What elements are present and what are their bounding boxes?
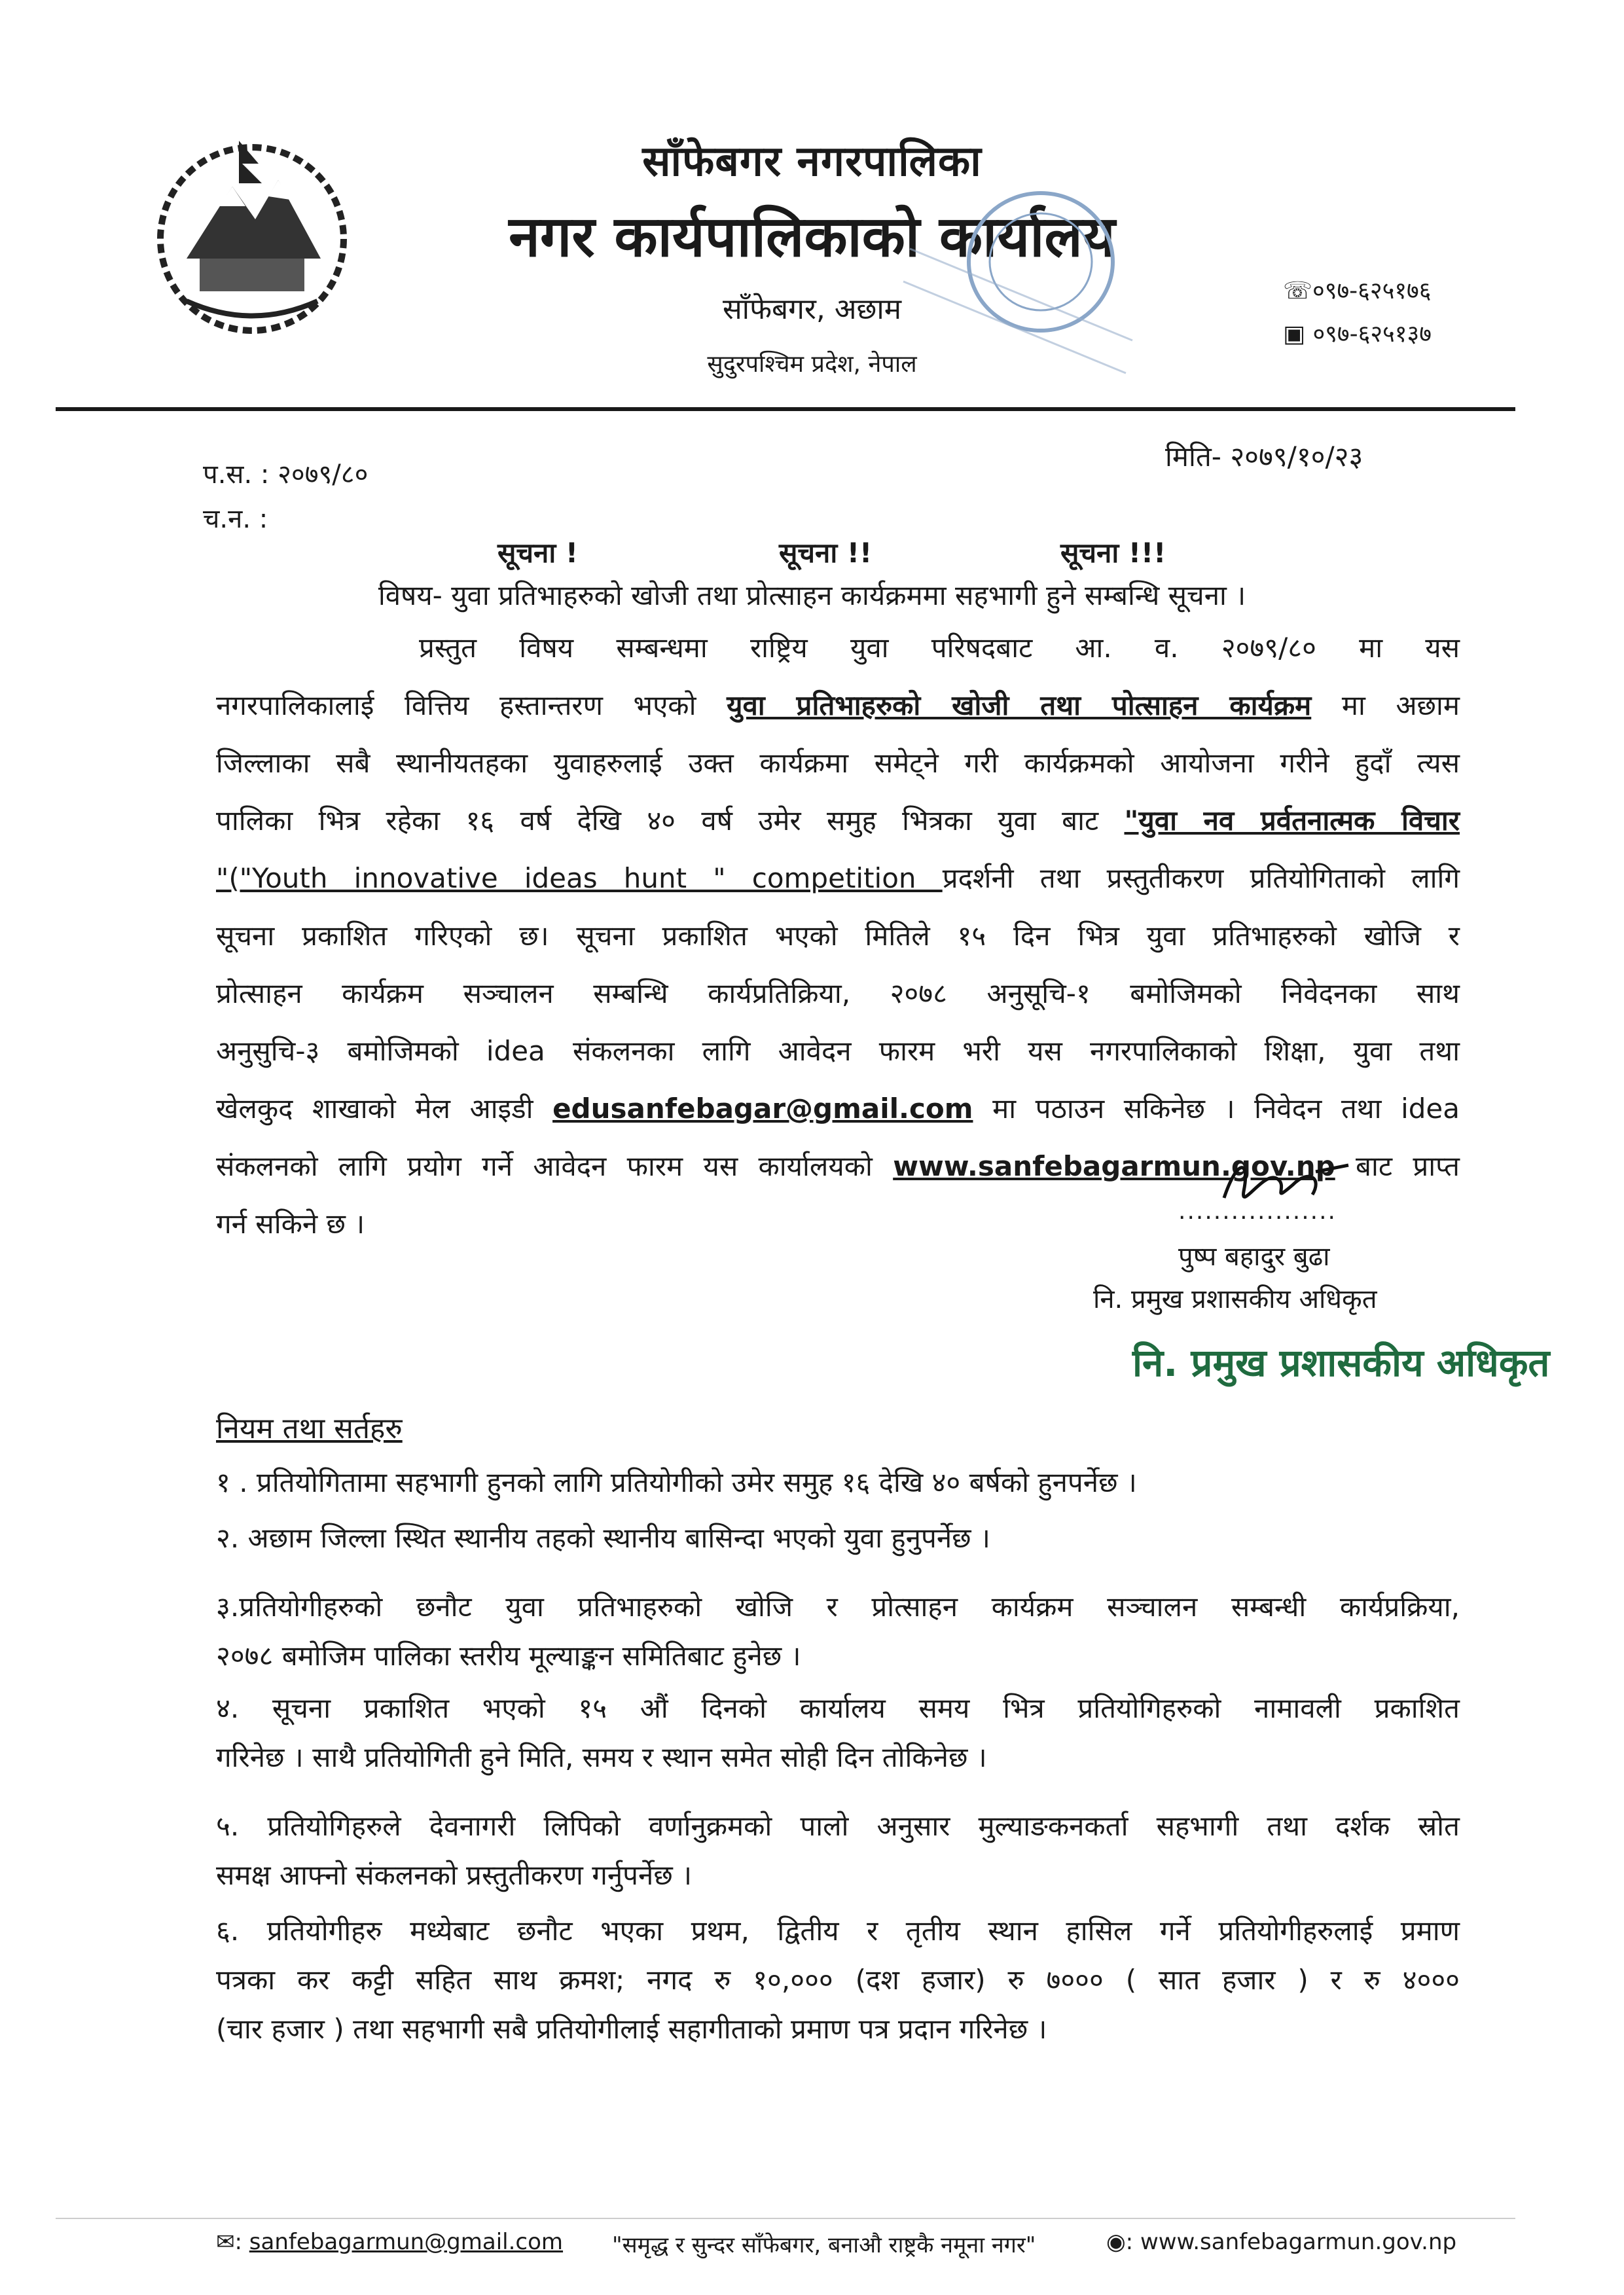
rule-2: २. अछाम जिल्ला स्थित स्थानीय तहको स्थानीय बासिन्दा भएको युवा हुनुपर्नेछ । (216, 1522, 990, 1554)
notice-heading-3: सूचना !!! (1060, 537, 1166, 569)
body-text: प्रदर्शनी तथा प्रस्तुतीकरण प्रतियोगिताको लागि (942, 862, 1460, 894)
body-line-6: सूचना प्रकाशित गरिएको छ। सूचना प्रकाशित भएको मितिले १५ दिन भित्र युवा प्रतिभाहरुको खोजि र (216, 920, 1460, 952)
body-line-2 (216, 686, 1460, 723)
header-divider (56, 407, 1515, 411)
rule-5-line-2: समक्ष आफ्नो संकलनको प्रस्तुतीकरण गर्नुपर्नेछ । (216, 1859, 693, 1891)
email-icon: ✉: (216, 2229, 242, 2255)
designation-seal: नि. प्रमुख प्रशासकीय अधिकृत (1132, 1341, 1550, 1385)
competition-english-name: "("Youth innovative ideas hunt " competition (216, 862, 943, 894)
body-line-5 (216, 859, 1460, 896)
rule-6-line-1: ६. प्रतियोगीहरु मध्येबाट छनौट भएका प्रथम, द्वितीय र तृतीय स्थान हासिल गर्ने प्रतियोगीहरुलाई प्रमाण (216, 1915, 1460, 1947)
footer-email-link[interactable]: sanfebagarmun@gmail.com (249, 2229, 564, 2255)
footer-website-link[interactable]: www.sanfebagarmun.gov.np (1140, 2229, 1457, 2255)
office-title: नगर कार्यपालिकाको कार्यालय (509, 204, 1115, 270)
body-line-11: गर्न सकिने छ । (216, 1208, 365, 1240)
program-name: युवा प्रतिभाहरुको खोजी तथा पोत्साहन कार्यक्रम (727, 689, 1312, 721)
office-phone: ☏०९७-६२५१७६ (1283, 278, 1432, 304)
rule-4-line-1: ४. सूचना प्रकाशित भएको १५ औं दिनको कार्यालय समय भित्र प्रतियोगिहरुको नामावली प्रकाशित (216, 1692, 1460, 1724)
rule-3-line-1: ३.प्रतियोगीहरुको छनौट युवा प्रतिभाहरुको खोजि र प्रोत्साहन कार्यक्रम सञ्चालन सम्बन्धी कार्यप्रक्रिया, (216, 1591, 1460, 1623)
rule-6-line-3: (चार हजार ) तथा सहभागी सबै प्रतियोगीलाई सहागीताको प्रमाण पत्र प्रदान गरिनेछ । (216, 2013, 1047, 2045)
body-line-1: प्रस्तुत विषय सम्बन्धमा राष्ट्रिय युवा परिषदबाट आ. व. २०७९/८० मा यस (419, 632, 1460, 664)
rules-heading: नियम तथा सर्तहरु (216, 1412, 403, 1445)
notice-heading-2: सूचना !! (779, 537, 873, 569)
signer-designation: नि. प्रमुख प्रशासकीय अधिकृत (1093, 1284, 1377, 1314)
office-address: साँफेबगर, अछाम (722, 293, 902, 326)
dispatch-number: च.न. : (203, 504, 268, 534)
footer-slogan: "समृद्ध र सुन्दर साँफेबगर, बनाऔ राष्ट्रकै नमूना नगर" (612, 2232, 1036, 2258)
notice-heading-1: सूचना ! (497, 537, 579, 569)
rule-4-line-2: गरिनेछ । साथै प्रतियोगिती हुने मिति, समय र स्थान समेत सोही दिन तोकिनेछ । (216, 1741, 987, 1773)
body-text: मा पठाउन सकिनेछ । निवेदन तथा idea (973, 1093, 1460, 1125)
body-text: मा अछाम (1311, 689, 1460, 721)
footer-divider (56, 2218, 1515, 2219)
email-link[interactable]: edusanfebagar@gmail.com (552, 1093, 973, 1125)
footer-email (216, 2229, 563, 2255)
body-text: पालिका भित्र रहेका १६ वर्ष देखि ४० वर्ष उमेर समुह भित्रका युवा बाट (216, 804, 1125, 837)
rule-6-line-2: पत्रका कर कट्टी सहित साथ क्रमश; नगद रु १०,००० (दश हजार) रु ७००० ( सात हजार ) र रु ४००० (216, 1964, 1460, 1996)
competition-name: "युवा नव प्रर्वतनात्मक विचार (1124, 804, 1460, 837)
website-link[interactable]: www.sanfebagarmun.gov.np (893, 1150, 1335, 1182)
rule-5-line-1: ५. प्रतियोगिहरुले देवनागरी लिपिको वर्णानुक्रमको पालो अनुसार मुल्याङकनकर्ता सहभागी तथा दर्शक स्रोत (216, 1810, 1460, 1842)
body-line-3: जिल्लाका सबै स्थानीयतहका युवाहरुलाई उक्त कार्यक्रमा समेट्ने गरी कार्यक्रमको आयोजना गरीने हुदाँ त्यस (216, 747, 1460, 779)
signature-line: .................. (1178, 1198, 1337, 1225)
office-province: सुदुरपश्चिम प्रदेश, नेपाल (707, 351, 917, 378)
letter-date: मिति- २०७९/१०/२३ (1165, 441, 1363, 473)
body-line-9 (216, 1089, 1460, 1127)
reference-number: प.स. : २०७९/८० (203, 460, 369, 490)
rule-1: १ . प्रतियोगितामा सहभागी हुनको लागि प्रतियोगीको उमेर समुह १६ देखि ४० बर्षको हुनपर्नेछ । (216, 1466, 1137, 1498)
footer-website (1106, 2229, 1456, 2255)
body-text: संकलनको लागि प्रयोग गर्ने आवेदन फारम यस कार्यालयको (216, 1150, 893, 1182)
body-text: खेलकुद शाखाको मेल आइडी (216, 1093, 553, 1125)
office-round-stamp-icon (890, 177, 1152, 386)
office-fax: ▣ ०९७-६२५१३७ (1283, 321, 1432, 348)
body-line-7: प्रोत्साहन कार्यक्रम सञ्चालन सम्बन्धि कार्यप्रतिक्रिया, २०७८ अनुसूचि-१ बमोजिमको निवेदनका साथ (216, 977, 1460, 1009)
body-line-8: अनुसुचि-३ बमोजिमको idea संकलनका लागि आवेदन फारम भरी यस नगरपालिकाको शिक्षा, युवा तथा (216, 1035, 1460, 1067)
body-line-4 (216, 801, 1460, 839)
body-text: बाट प्राप्त (1335, 1150, 1460, 1182)
signer-name: पुष्प बहादुर बुढा (1178, 1242, 1330, 1272)
body-text: नगरपालिकालाई वित्तिय हस्तान्तरण भएको (216, 689, 727, 721)
rule-3-line-2: २०७८ बमोजिम पालिका स्तरीय मूल्याङ्कन समितिबाट हुनेछ । (216, 1640, 801, 1672)
globe-icon: ◉: (1106, 2229, 1134, 2255)
letter-subject: विषय- युवा प्रतिभाहरुको खोजी तथा प्रोत्साहन कार्यक्रममा सहभागी हुने सम्बन्धि सूचना । (378, 579, 1246, 611)
office-name: साँफेबगर नगरपालिका (642, 137, 982, 186)
